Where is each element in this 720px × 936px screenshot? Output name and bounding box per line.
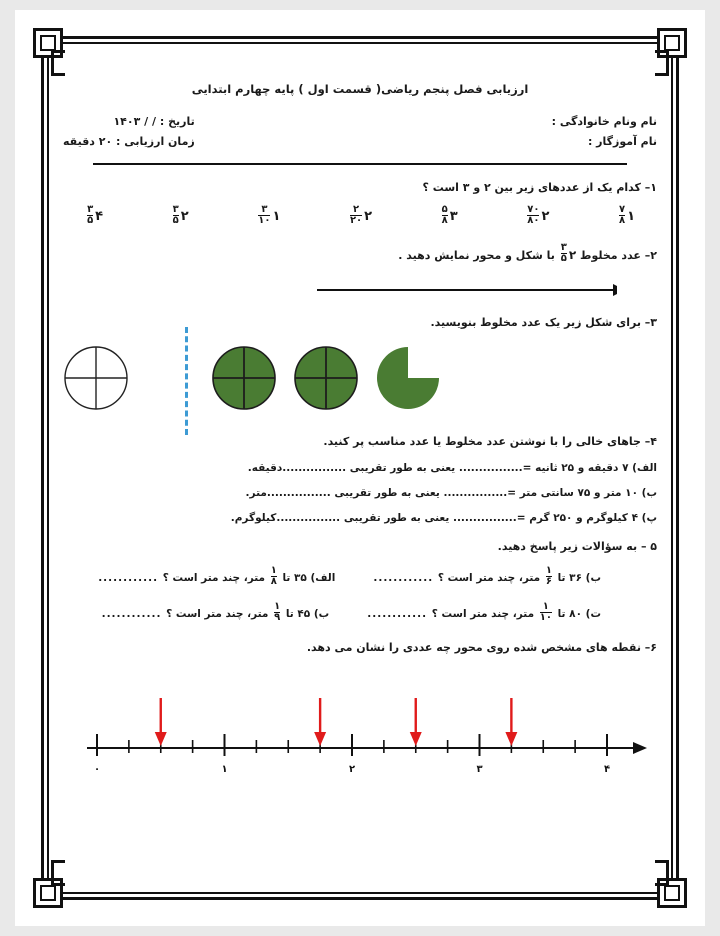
question-2-mixed-number — [559, 241, 577, 266]
item-tail: متر، چند متر است ؟ — [437, 571, 544, 584]
question-4-text: ۴– جاهای خالی را با نوشتن عدد مخلوط یا عدد مناسب پر کنید. — [323, 434, 657, 448]
answer-blank[interactable]: ............ — [367, 607, 432, 620]
axis-marker-arrow-2 — [314, 698, 326, 746]
question-5-row-1 — [63, 564, 657, 589]
arrow-head — [410, 732, 422, 746]
item-denominator: ۱۰ — [539, 612, 552, 624]
item-label: ب) — [637, 486, 657, 499]
item-denominator: ۶ — [545, 576, 552, 588]
question-2-denominator: ۵ — [560, 253, 567, 265]
worksheet-page — [15, 10, 705, 926]
question-1-option-7[interactable] — [85, 203, 104, 228]
question-2-numerator: ۳ — [560, 241, 567, 253]
answer-blank[interactable]: ............ — [373, 571, 438, 584]
option-whole: ۳ — [449, 209, 458, 225]
legend-circle-empty — [63, 345, 129, 411]
answer-blank-1[interactable]: ................ — [452, 511, 517, 524]
option-fraction — [87, 205, 93, 227]
question-5-item-1 — [98, 564, 336, 589]
item-lead: ۷ دقیقه و ۲۵ ثانیه = — [522, 461, 629, 474]
option-denominator: ۲۰ — [349, 215, 363, 227]
option-fraction — [350, 205, 362, 227]
item-tail: متر، چند متر است ؟ — [166, 607, 273, 620]
axis-tick-label: ۰ — [93, 763, 101, 772]
question-5-item-4 — [367, 600, 601, 625]
option-whole: ۱ — [272, 209, 281, 225]
option-numerator: ۳ — [261, 203, 268, 215]
bracket-ornament-4 — [655, 860, 669, 886]
axis-tick-label: ۳ — [476, 763, 483, 772]
item-unit: کیلوگرم. — [230, 511, 277, 524]
answer-blank-1[interactable]: ................ — [458, 461, 523, 474]
question-6-text: ۶– نقطه های مشخص شده روی محور چه عددی را نشان می دهد. — [306, 640, 657, 654]
option-whole: ۱ — [627, 209, 635, 225]
axis-marker-arrow-3 — [410, 698, 422, 746]
shape-divider-dashed-line — [185, 327, 188, 435]
question-2-text — [63, 241, 657, 266]
option-whole: ۴ — [95, 209, 104, 225]
item-fraction — [274, 602, 280, 624]
option-fraction — [442, 205, 448, 227]
question-2-prefix: ۲– عدد مخلوط — [580, 248, 657, 262]
worksheet-content — [63, 56, 657, 880]
item-numerator: ۱ — [542, 600, 549, 612]
question-6-number-line — [63, 676, 657, 772]
item-unit: متر. — [245, 486, 267, 499]
option-numerator: ۲ — [353, 203, 360, 215]
item-mid: یعنی به طور تقریبی — [330, 486, 444, 499]
item-tail: متر، چند متر است ؟ — [162, 571, 269, 584]
item-mid: یعنی به طور تقریبی — [340, 511, 453, 524]
circle-three-quarters — [375, 345, 441, 411]
option-denominator: ۸۰ — [527, 215, 540, 227]
question-1-options — [85, 203, 635, 228]
teacher-name-label: نام آموزگار : — [587, 135, 657, 149]
question-2-suffix: با شکل و محور نمایش دهید . — [398, 248, 555, 262]
arrow-head — [505, 732, 517, 746]
circle-full-1 — [211, 345, 277, 411]
option-numerator: ۳ — [87, 203, 94, 215]
bracket-ornament-2 — [655, 50, 669, 76]
duration-label: زمان ارزیابی : ۲۰ دقیقه — [63, 135, 195, 149]
item-numerator: ۱ — [270, 564, 277, 576]
item-label: الف) ۳۵ تا — [278, 571, 336, 584]
item-label: ب) ۴۵ تا — [282, 607, 330, 620]
item-label: ت) ۸۰ تا — [553, 607, 601, 620]
question-1-option-3[interactable] — [440, 203, 458, 228]
option-whole: ۲ — [541, 209, 550, 225]
arrow-head — [314, 732, 326, 746]
item-denominator: ۸ — [270, 576, 277, 588]
axis-marker-arrow-4 — [505, 698, 517, 746]
option-numerator: ۷۰ — [527, 203, 540, 215]
answer-blank[interactable]: ............ — [101, 607, 167, 620]
option-numerator: ۵ — [441, 203, 448, 215]
question-3-shapes — [63, 341, 657, 419]
axis-tick-label: ۲ — [348, 763, 356, 772]
question-2-fraction — [561, 243, 567, 265]
option-numerator: ۳ — [172, 203, 179, 215]
option-fraction — [258, 205, 270, 227]
question-1-option-6[interactable] — [171, 203, 189, 228]
item-numerator: ۱ — [274, 600, 281, 612]
student-info-header — [63, 112, 657, 153]
item-label: ب) ۳۶ تا — [553, 571, 601, 584]
answer-blank-2[interactable]: ................ — [266, 486, 331, 499]
exam-meta-fields — [63, 112, 221, 153]
item-mid: یعنی به طور تقریبی — [346, 461, 459, 474]
option-fraction — [527, 205, 539, 227]
option-whole: ۲ — [180, 209, 189, 225]
question-2-whole: ۲ — [568, 247, 577, 262]
item-fraction — [540, 602, 552, 624]
item-label: الف) — [628, 461, 657, 474]
circle-full-2 — [293, 345, 359, 411]
header-divider — [93, 163, 627, 165]
axis-marker-arrow-1 — [155, 698, 167, 746]
question-2-answer-axis — [63, 280, 657, 300]
axis-tick-label: ۱ — [221, 763, 228, 772]
option-denominator: ۸ — [441, 215, 448, 227]
option-fraction — [619, 205, 625, 227]
question-1-option-2[interactable] — [525, 203, 550, 228]
question-5-row-2 — [63, 600, 657, 625]
answer-blank-2[interactable]: ................ — [276, 511, 341, 524]
item-lead: ۱۰ متر و ۷۵ سانتی متر = — [507, 486, 638, 499]
student-fields — [544, 112, 657, 153]
answer-blank-2[interactable]: ................ — [282, 461, 347, 474]
option-whole: ۲ — [364, 209, 373, 225]
item-denominator: ۹ — [274, 612, 281, 624]
question-5-text: ۵ – به سؤالات زیر پاسخ دهید. — [497, 539, 657, 553]
question-4-item-3 — [63, 512, 657, 524]
answer-blank-1[interactable]: ................ — [443, 486, 508, 499]
answer-blank[interactable]: ............ — [98, 571, 163, 584]
item-label: پ) — [637, 511, 657, 524]
option-numerator: ۷ — [618, 203, 626, 215]
student-name-label: نام ونام خانوادگی : — [551, 115, 657, 128]
question-1-option-1[interactable] — [617, 203, 635, 228]
item-tail: متر، چند متر است ؟ — [431, 607, 538, 620]
page-title: ارزیابی فصل پنجم ریاضی( قسمت اول ) پایه چهارم ابتدایی — [191, 82, 529, 96]
option-fraction — [173, 205, 179, 227]
item-fraction — [546, 566, 552, 588]
item-unit: دقیقه. — [247, 461, 283, 474]
question-4-items — [63, 462, 657, 524]
question-3-text: ۳– برای شکل زیر یک عدد مخلوط بنویسید. — [430, 315, 657, 329]
question-4-item-2 — [63, 487, 657, 499]
option-denominator: ۵ — [87, 215, 94, 227]
question-5-item-2 — [373, 564, 601, 589]
arrow-head — [155, 732, 167, 746]
date-label: تاریخ : / / ۱۴۰۳ — [113, 115, 195, 128]
question-4-item-1 — [63, 462, 657, 474]
option-denominator: ۸ — [618, 215, 626, 227]
item-numerator: ۱ — [545, 564, 552, 576]
item-fraction — [271, 566, 277, 588]
question-1-option-4[interactable] — [348, 203, 373, 228]
item-lead: ۴ کیلوگرم و ۲۵۰ گرم = — [516, 511, 638, 524]
option-denominator: ۱۰ — [258, 215, 271, 227]
option-denominator: ۵ — [172, 215, 179, 227]
axis-arrowhead — [633, 742, 647, 754]
question-5-items — [63, 564, 657, 625]
question-1-option-5[interactable] — [256, 203, 281, 228]
question-5-item-3 — [101, 600, 330, 625]
axis-tick-label: ۴ — [603, 763, 611, 772]
question-1-text: ۱– کدام یک از عددهای زیر بین ۲ و ۳ است ؟ — [422, 180, 657, 194]
